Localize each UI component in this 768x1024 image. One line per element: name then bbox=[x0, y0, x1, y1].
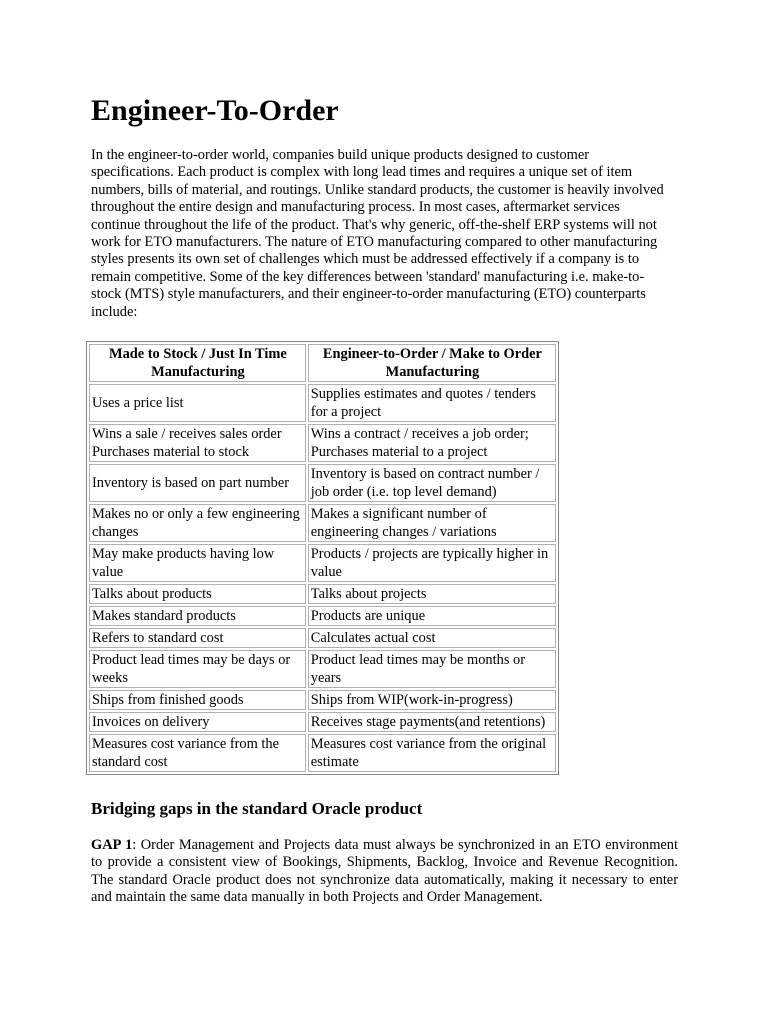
table-row bbox=[89, 424, 556, 462]
header-mts: Made to Stock / Just In Time Manufacturing bbox=[89, 344, 306, 382]
cell-eto: Receives stage payments(and retentions) bbox=[308, 712, 556, 732]
cell-eto: Wins a contract / receives a job order; Purchases material to a project bbox=[308, 424, 556, 462]
cell-mts: Inventory is based on part number bbox=[89, 464, 306, 502]
cell-mts: Uses a price list bbox=[89, 384, 306, 422]
table-row bbox=[89, 464, 556, 502]
table-row bbox=[89, 650, 556, 688]
cell-eto: Product lead times may be months or years bbox=[308, 650, 556, 688]
header-eto: Engineer-to-Order / Make to Order Manufacturing bbox=[308, 344, 556, 382]
cell-eto: Calculates actual cost bbox=[308, 628, 556, 648]
cell-mts: Ships from finished goods bbox=[89, 690, 306, 710]
cell-eto: Makes a significant number of engineering changes / variations bbox=[308, 504, 556, 542]
table-body bbox=[89, 384, 556, 772]
comparison-table bbox=[86, 341, 559, 775]
table-row bbox=[89, 504, 556, 542]
gap-1-paragraph bbox=[91, 837, 678, 907]
cell-mts: Invoices on delivery bbox=[89, 712, 306, 732]
cell-eto: Talks about projects bbox=[308, 584, 556, 604]
cell-mts: May make products having low value bbox=[89, 544, 306, 582]
section-heading: Bridging gaps in the standard Oracle product bbox=[91, 799, 423, 818]
table-row bbox=[89, 628, 556, 648]
intro-paragraph: In the engineer-to-order world, companies build unique products designed to customer specifications. Each product is complex with long lead times and requires a unique set of item numbers, bills of material, and routings. Unlike standard products, the customer is heavily involved throughout the entire design and manufacturing process. In most cases, aftermarket services continue throughout the life of the product. That's why generic, off-the-shelf ERP systems will not work for ETO manufacturers. The nature of ETO manufacturing compared to other manufacturing styles presents its own set of challenges which must be addressed effectively if a company is to remain competitive. Some of the key differences between 'standard' manufacturing i.e. make-to-stock (MTS) style manufacturers, and their engineer-to-order manufacturing (ETO) counterparts include: bbox=[91, 147, 664, 320]
cell-eto: Measures cost variance from the original estimate bbox=[308, 734, 556, 772]
cell-mts: Refers to standard cost bbox=[89, 628, 306, 648]
cell-eto: Products / projects are typically higher in value bbox=[308, 544, 556, 582]
cell-mts: Makes standard products bbox=[89, 606, 306, 626]
table-row bbox=[89, 606, 556, 626]
cell-mts: Measures cost variance from the standard cost bbox=[89, 734, 306, 772]
page-title: Engineer-To-Order bbox=[91, 94, 339, 127]
cell-mts: Makes no or only a few engineering changes bbox=[89, 504, 306, 542]
cell-eto: Products are unique bbox=[308, 606, 556, 626]
cell-eto: Ships from WIP(work-in-progress) bbox=[308, 690, 556, 710]
table-row bbox=[89, 384, 556, 422]
cell-mts: Product lead times may be days or weeks bbox=[89, 650, 306, 688]
table-row bbox=[89, 690, 556, 710]
table-header-row bbox=[89, 344, 556, 382]
cell-eto: Inventory is based on contract number / job order (i.e. top level demand) bbox=[308, 464, 556, 502]
cell-mts: Talks about products bbox=[89, 584, 306, 604]
table-row bbox=[89, 712, 556, 732]
gap-1-text: : Order Management and Projects data must always be synchronized in an ETO environment to provide a consistent view of Bookings, Shipments, Backlog, Invoice and Revenue Recognition. The standard Oracle product does not synchronize data automatically, making it necessary to enter and maintain the same data manually in both Projects and Order Management. bbox=[91, 837, 678, 906]
table-row bbox=[89, 544, 556, 582]
gap-1-label: GAP 1 bbox=[91, 837, 133, 853]
cell-mts: Wins a sale / receives sales order Purchases material to stock bbox=[89, 424, 306, 462]
cell-eto: Supplies estimates and quotes / tenders for a project bbox=[308, 384, 556, 422]
table-row bbox=[89, 734, 556, 772]
table-row bbox=[89, 584, 556, 604]
